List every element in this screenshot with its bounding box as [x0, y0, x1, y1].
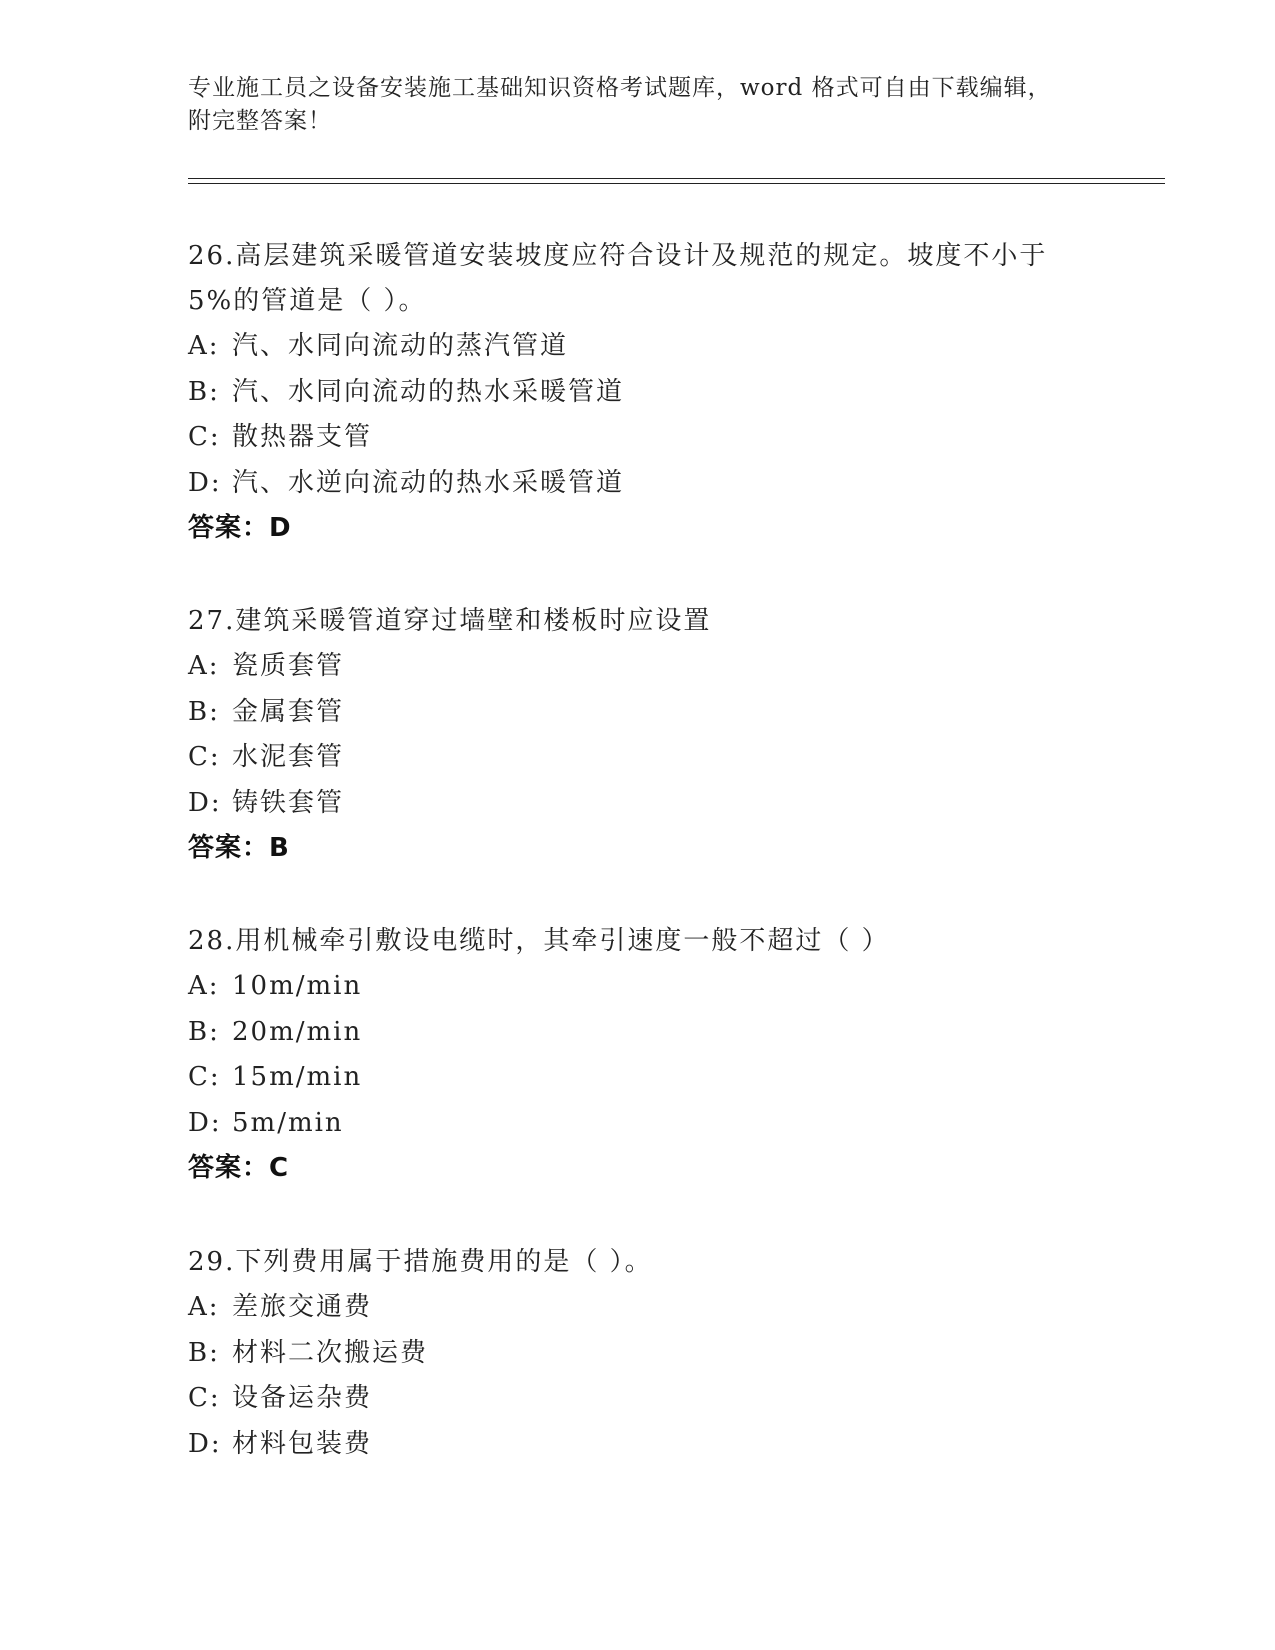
option-text: 10m/min [232, 971, 363, 1001]
option-text: 汽、水逆向流动的热水采暖管道 [232, 467, 625, 498]
option-text: 铸铁套管 [232, 787, 345, 818]
option-text: 汽、水同向流动的蒸汽管道 [232, 331, 569, 361]
header-line-2: 附完整答案！ [188, 108, 332, 134]
answer-line: 答案：D [188, 513, 292, 543]
option-letter: A: [188, 1292, 220, 1322]
option-letter: D: [188, 467, 222, 498]
option-text: 金属套管 [232, 696, 345, 727]
question-27 [188, 599, 1088, 871]
option-text: 15m/min [232, 1062, 363, 1092]
option-b [188, 690, 1088, 736]
option-c [188, 735, 1088, 781]
option-d [188, 1101, 1088, 1147]
option-letter: A: [188, 651, 220, 681]
option-a [188, 644, 1088, 690]
answer-line: 答案：C [188, 1153, 290, 1183]
option-text: 水泥套管 [232, 742, 345, 772]
question-stem: 27.建筑采暖管道穿过墙壁和楼板时应设置 [188, 606, 712, 636]
option-letter: B: [188, 1337, 220, 1368]
document-header [188, 72, 1088, 138]
option-text: 瓷质套管 [232, 651, 345, 681]
option-letter: C: [188, 742, 221, 772]
option-text: 20m/min [232, 1016, 363, 1047]
option-letter: B: [188, 376, 220, 407]
option-letter: D: [188, 1428, 222, 1459]
option-a [188, 324, 1088, 370]
option-text: 材料二次搬运费 [232, 1337, 429, 1368]
question-stem: 26.高层建筑采暖管道安装坡度应符合设计及规范的规定。坡度不小于5%的管道是（ ）。 [188, 241, 1048, 316]
option-text: 差旅交通费 [232, 1292, 373, 1322]
option-d [188, 1422, 1088, 1468]
option-text: 材料包装费 [232, 1428, 373, 1459]
option-text: 汽、水同向流动的热水采暖管道 [232, 376, 625, 407]
option-letter: A: [188, 971, 220, 1001]
option-letter: C: [188, 422, 221, 452]
option-letter: D: [188, 1107, 222, 1138]
option-b [188, 370, 1088, 416]
option-c [188, 415, 1088, 461]
question-stem: 29.下列费用属于措施费用的是（ ）。 [188, 1247, 653, 1277]
header-line-1: 专业施工员之设备安装施工基础知识资格考试题库，word 格式可自由下载编辑， [188, 75, 1052, 101]
option-letter: B: [188, 696, 220, 727]
option-c [188, 1055, 1088, 1101]
question-stem: 28.用机械牵引敷设电缆时，其牵引速度一般不超过（ ） [188, 926, 890, 956]
option-d [188, 461, 1088, 507]
option-text: 散热器支管 [232, 422, 373, 452]
option-a [188, 964, 1088, 1010]
question-29 [188, 1240, 1088, 1467]
header-divider-top [188, 178, 1165, 179]
question-28 [188, 919, 1088, 1191]
option-text: 5m/min [232, 1107, 344, 1138]
option-a [188, 1285, 1088, 1331]
option-letter: A: [188, 331, 220, 361]
option-d [188, 781, 1088, 827]
option-letter: D: [188, 787, 222, 818]
option-letter: C: [188, 1383, 221, 1413]
option-b [188, 1010, 1088, 1056]
header-divider-bottom [188, 183, 1165, 184]
option-letter: B: [188, 1016, 220, 1047]
option-letter: C: [188, 1062, 221, 1092]
answer-line: 答案：B [188, 833, 290, 863]
option-b [188, 1331, 1088, 1377]
question-26 [188, 234, 1088, 551]
option-c [188, 1376, 1088, 1422]
option-text: 设备运杂费 [232, 1383, 373, 1413]
